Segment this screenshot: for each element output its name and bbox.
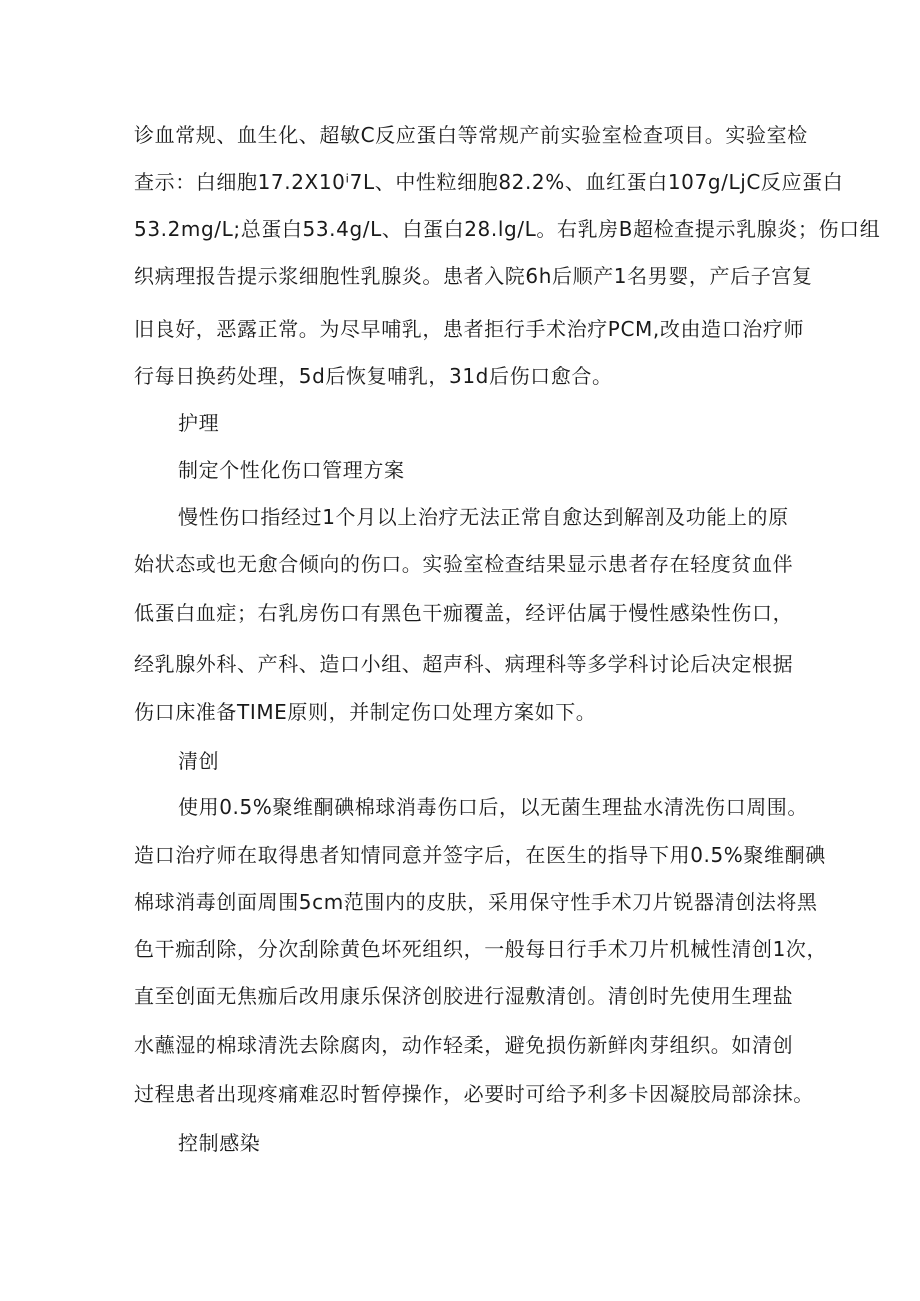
text-line: 查示：白细胞17.2X10ⁱ7L、中性粒细胞82.2%、血红蛋白107g/LjC反应蛋白 — [134, 170, 844, 194]
text-line: 伤口床准备TIME原则，并制定伤口处理方案如下。 — [134, 700, 597, 724]
text-line: 水蘸湿的棉球清洗去除腐肉，动作轻柔，避免损伤新鲜肉芽组织。如清创 — [134, 1033, 794, 1057]
text-line: 53.2mg/L;总蛋白53.4g/L、白蛋白28.lg/L。右乳房B超检查提示乳腺炎；伤口组 — [134, 217, 881, 241]
text-line: 棉球消毒创面周围5cm范围内的皮肤，采用保守性手术刀片锐器清创法将黑 — [134, 890, 818, 914]
text-line: 低蛋白血症；右乳房伤口有黑色干痂覆盖，经评估属于慢性感染性伤口， — [134, 601, 794, 625]
text-line: 织病理报告提示浆细胞性乳腺炎。患者入院6h后顺产1名男婴，产后子宫复 — [134, 264, 813, 288]
text-line: 造口治疗师在取得患者知情同意并签字后，在医生的指导下用0.5%聚维酮碘 — [134, 843, 826, 867]
section-heading: 护理 — [178, 411, 220, 435]
text-line: 色干痂刮除，分次刮除黄色坏死组织，一般每日行手术刀片机械性清创1次， — [134, 937, 828, 961]
section-heading: 制定个性化伤口管理方案 — [178, 458, 405, 482]
paragraph-first-line: 慢性伤口指经过1个月以上治疗无法正常自愈达到解剖及功能上的原 — [178, 505, 789, 529]
text-line: 诊血常规、血生化、超敏C反应蛋白等常规产前实验室检查项目。实验室检 — [134, 123, 808, 147]
text-line: 经乳腺外科、产科、造口小组、超声科、病理科等多学科讨论后决定根据 — [134, 652, 794, 676]
text-line: 旧良好，恶露正常。为尽早哺乳，患者拒行手术治疗PCM,改由造口治疗师 — [134, 317, 805, 341]
paragraph-first-line: 使用0.5%聚维酮碘棉球消毒伤口后，以无菌生理盐水清洗伤口周围。 — [178, 795, 809, 819]
text-line: 过程患者出现疼痛难忍时暂停操作，必要时可给予利多卡因凝胶局部涂抹。 — [134, 1082, 814, 1106]
section-heading: 控制感染 — [178, 1131, 261, 1155]
text-line: 直至创面无焦痂后改用康乐保济创胶进行湿敷清创。清创时先使用生理盐 — [134, 984, 794, 1008]
text-line: 始状态或也无愈合倾向的伤口。实验室检查结果显示患者存在轻度贫血伴 — [134, 552, 794, 576]
text-line: 行每日换药处理，5d后恢复哺乳，31d后伤口愈合。 — [134, 364, 613, 388]
section-heading: 清创 — [178, 749, 220, 773]
